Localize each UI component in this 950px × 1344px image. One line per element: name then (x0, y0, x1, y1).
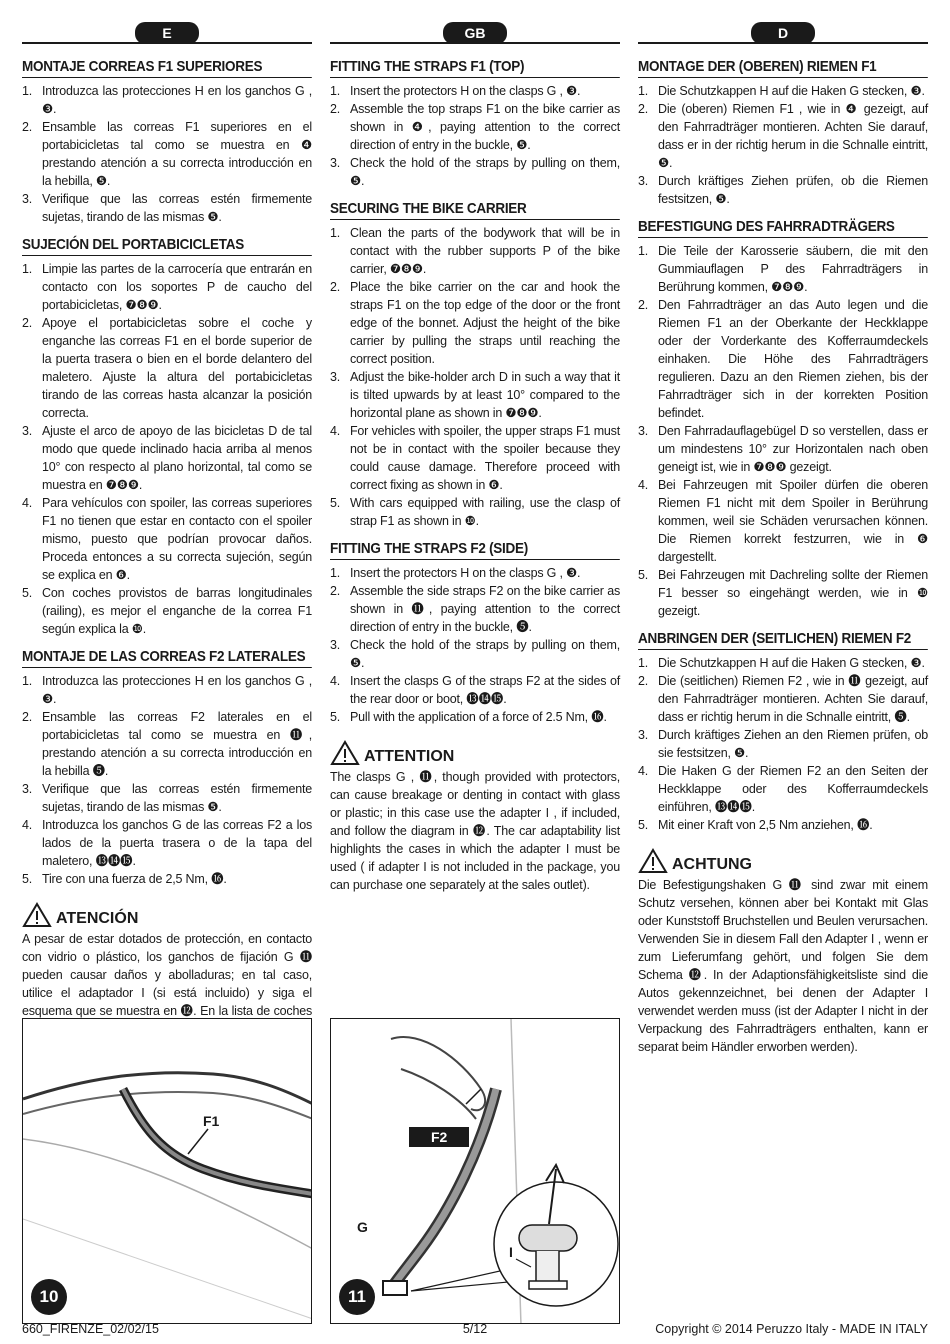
side-strap-clasp-illustration (331, 1019, 620, 1324)
figure-10 (22, 1018, 312, 1324)
step: 2. Den Fahrradträger an das Auto legen und die Riemen F1 an der Oberkante der Heckklappe oder der Vorderkante des Kofferraumdeckels einhaken. Die Höhe des Fahrradträgers regulieren. Dazu an den Riemen ziehen, bis der Fahrradträger sich in der korrekten Position befindet. (638, 298, 928, 420)
section-title: MONTAJE DE LAS CORREAS F2 LATERALES (22, 648, 312, 668)
step-text: Durch kräftiges Ziehen an den Riemen prüfen, ob sie festsitzen, ❺. (658, 728, 928, 760)
column-german (638, 22, 928, 1056)
step: 4. For vehicles with spoiler, the upper straps F1 must not be in contact with the spoiler because they could cause damage. Therefore proceed with correct fixing as shown in ❻. (330, 424, 620, 492)
section (330, 540, 620, 726)
step: 3. Adjust the bike-holder arch D in such a way that it is tilted upwards by at least 10° compared to the horizontal plane as shown in ❼❽❾. (330, 370, 620, 420)
warning-triangle-icon (330, 740, 360, 766)
attention-box (330, 740, 620, 894)
section (22, 58, 312, 226)
step-text: Introduzca las protecciones H en los ganchos G , ❸. (42, 84, 312, 116)
step: 4. Para vehículos con spoiler, las correas superiores F1 no tienen que estar en contacto con el spoiler mismo, puesto que podrían provocar daños. Proceda entonces a su correcta sujeción, según se explica en ❻. (22, 496, 312, 582)
step-text: Bei Fahrzeugen mit Dachreling sollte der Riemen F1 besser so eingehängt werden, wie in ❿ gezeigt. (658, 568, 928, 618)
attention-box (638, 848, 928, 1056)
step: 3. Check the hold of the straps by pulling on them, ❺. (330, 638, 620, 670)
language-header (638, 22, 928, 44)
step: 4. Die Haken G der Riemen F2 an den Seiten der Heckklappe oder des Kofferraumdeckels einführen, ⓭⓮⓯. (638, 764, 928, 814)
attention-title: ACHTUNG (672, 856, 752, 873)
step: 4. Bei Fahrzeugen mit Spoiler dürfen die oberen Riemen F1 nicht mit dem Spoiler in Berührung kommen, weil sie Schäden verursachen können. Die Riemen korrekt festzurren, wie in ❻ dargestellt. (638, 478, 928, 564)
step: 5. Bei Fahrzeugen mit Dachreling sollte der Riemen F1 besser so eingehängt werden, wie in ❿ gezeigt. (638, 568, 928, 618)
step: 2. Assemble the side straps F2 on the bike carrier as shown in ⓫, paying attention to the correct direction of entry in the buckle, ❺. (330, 584, 620, 634)
step-text: Die (seitlichen) Riemen F2 , wie in ⓫ gezeigt, auf den Fahrradträger montieren. Achten Sie darauf, dass er richtig herum in die Schnalle eintritt, ❺. (658, 674, 928, 724)
step-text: Verifique que las correas estén firmemente sujetas, tirando de las mismas ❺. (42, 192, 312, 224)
step-text: Durch kräftiges Ziehen prüfen, ob die Riemen festsitzen, ❺. (658, 174, 928, 206)
step: 2. Assemble the top straps F1 on the bike carrier as shown in ❹, paying attention to the correct direction of entry in the buckle, ❺. (330, 102, 620, 152)
step: 1. Die Teile der Karosserie säubern, die mit den Gummiauflagen P des Fahrradträgers in Berührung kommen, ❼❽❾. (638, 244, 928, 294)
step-text: Die Haken G der Riemen F2 an den Seiten der Heckklappe oder des Kofferraumdeckels einführen, ⓭⓮⓯. (658, 764, 928, 814)
step-text: Clean the parts of the bodywork that will be in contact with the rubber supports P of the bike carrier, ❼❽❾. (350, 226, 620, 276)
step: 1. Die Schutzkappen H auf die Haken G stecken, ❸. (638, 84, 925, 98)
page-number: 5/12 (462, 1322, 488, 1336)
step-text: Place the bike carrier on the car and hook the straps F1 on the top edge of the door or the front edge of the bonnet. Adjust the height of the bike carrier by pulling the straps until reaching the correct position. (350, 280, 620, 366)
figure-number: 11 (339, 1279, 375, 1315)
clasp-g-label: G (357, 1219, 368, 1235)
step: 5. Pull with the application of a force of 2.5 Nm, ⓰. (330, 710, 607, 724)
step-text: Limpie las partes de la carrocería que entrarán en contacto con los soportes P de caucho del portabicicletas, ❼❽❾. (42, 262, 312, 312)
figure-11 (330, 1018, 620, 1324)
step-text: Den Fahrradauflagebügel D so verstellen, dass er um mindestens 10° zur Horizontalen nach oben geneigt ist, wie in ❼❽❾ gezeigt. (658, 424, 928, 474)
attention-heading (330, 740, 620, 766)
section-title: MONTAJE CORREAS F1 SUPERIORES (22, 58, 312, 78)
step: 2. Place the bike carrier on the car and hook the straps F1 on the top edge of the door or the front edge of the bonnet. Adjust the height of the bike carrier by pulling the straps until reaching the correct position. (330, 280, 620, 366)
section-title: FITTING THE STRAPS F1 (TOP) (330, 58, 620, 78)
step: 5. Mit einer Kraft von 2,5 Nm anziehen, ⓰. (638, 818, 873, 832)
step: 3. Ajuste el arco de apoyo de las bicicletas D de tal modo que quede inclinado hacia arriba al menos 10° con respecto al plano horizontal, tal como se muestra en ❼❽❾. (22, 424, 312, 492)
section-title: MONTAGE DER (OBEREN) RIEMEN F1 (638, 58, 928, 78)
attention-heading (22, 902, 312, 928)
step: 1. Limpie las partes de la carrocería que entrarán en contacto con los soportes P de caucho del portabicicletas, ❼❽❾. (22, 262, 312, 312)
section (330, 58, 620, 190)
attention-text: A pesar de estar dotados de protección, en contacto con vidrio o plástico, los ganchos de fijación G ⓫ pueden causar daños y abolladuras; en tal caso, utilice el adaptador I (si está incluido) y siga el esquema que se muestra en ⓬. En la lista de coches (22, 932, 312, 1018)
column-english (330, 22, 620, 894)
step-text: Insert the protectors H on the clasps G , ❸. (350, 566, 581, 580)
strap-f2-label: F2 (409, 1127, 469, 1147)
step: 3. Den Fahrradauflagebügel D so verstellen, dass er um mindestens 10° zur Horizontalen nach oben geneigt ist, wie in ❼❽❾ gezeigt. (638, 424, 928, 474)
document-code: 660_FIRENZE_02/02/15 (22, 1322, 159, 1336)
figure-number: 10 (31, 1279, 67, 1315)
step-text: Check the hold of the straps by pulling on them, ❺. (350, 156, 620, 188)
section (22, 648, 312, 888)
step-text: For vehicles with spoiler, the upper straps F1 must not be in contact with the spoiler because they could cause damage. Therefore proceed with correct fixing as shown in ❻. (350, 424, 620, 492)
section (330, 200, 620, 530)
step: 3. Verifique que las correas estén firmemente sujetas, tirando de las mismas ❺. (22, 192, 312, 224)
step: 1. Clean the parts of the bodywork that will be in contact with the rubber supports P of the bike carrier, ❼❽❾. (330, 226, 620, 276)
language-header (330, 22, 620, 44)
step: 2. Die (oberen) Riemen F1 , wie in ❹ gezeigt, auf den Fahrradträger montieren. Achten Sie darauf, dass er in der richtig herum in die Schnalle eintritt, ❺. (638, 102, 928, 170)
section (22, 236, 312, 638)
step: 2. Apoye el portabicicletas sobre el coche y enganche las correas F1 en el borde superior de la puerta trasera o bien en el borde delantero del maletero. Ajuste la altura del portabicicletas tirando de las correas hasta alcanzar la posición correcta. (22, 316, 312, 420)
language-badge: GB (443, 22, 507, 44)
attention-title: ATENCIÓN (56, 910, 139, 927)
step-text: Bei Fahrzeugen mit Spoiler dürfen die oberen Riemen F1 nicht mit dem Spoiler in Berührung kommen, weil sie Schäden verursachen können. Die Riemen korrekt festzurren, wie in ❻ dargestellt. (658, 478, 928, 564)
warning-triangle-icon (22, 902, 52, 928)
step-text: Pull with the application of a force of 2.5 Nm, ⓰. (350, 710, 607, 724)
step-text: Tire con una fuerza de 2,5 Nm, ⓰. (42, 872, 227, 886)
step-text: Apoye el portabicicletas sobre el coche y enganche las correas F1 en el borde superior de la puerta trasera o bien en el borde delantero del maletero. Ajuste la altura del portabicicletas tirando de las correas hasta alcanzar la posición correcta. (42, 316, 312, 420)
step: 4. Insert the clasps G of the straps F2 at the sides of the rear door or boot, ⓭⓮⓯. (330, 674, 620, 706)
step-text: Assemble the side straps F2 on the bike carrier as shown in ⓫, paying attention to the correct direction of entry in the buckle, ❺. (350, 584, 620, 634)
step: 3. Durch kräftiges Ziehen prüfen, ob die Riemen festsitzen, ❺. (638, 174, 928, 206)
step: 2. Ensamble las correas F2 laterales en el portabicicletas tal como se muestra en ⓫, prestando atención a su correcta introducción en la hebilla ❺. (22, 710, 312, 778)
step-text: Introduzca las protecciones H en los ganchos G , ❸. (42, 674, 312, 706)
step-text: Check the hold of the straps by pulling on them, ❺. (350, 638, 620, 670)
step-text: Die (oberen) Riemen F1 , wie in ❹ gezeigt, auf den Fahrradträger montieren. Achten Sie darauf, dass er in der richtig herum in die Schnalle eintritt, ❺. (658, 102, 928, 170)
attention-heading (638, 848, 928, 874)
step-text: Ensamble las correas F1 superiores en el portabicicletas tal como se muestra en ❹ prestando atención a su correcta introducción en la hebilla, ❺. (42, 120, 312, 188)
step-text: Die Schutzkappen H auf die Haken G stecken, ❸. (658, 84, 925, 98)
section-title: BEFESTIGUNG DES FAHRRADTRÄGERS (638, 218, 928, 238)
step: 2. Ensamble las correas F1 superiores en el portabicicletas tal como se muestra en ❹ prestando atención a su correcta introducción en la hebilla, ❺. (22, 120, 312, 188)
step: 1. Introduzca las protecciones H en los ganchos G , ❸. (22, 674, 312, 706)
step-text: Introduzca los ganchos G de las correas F2 a los lados de la puerta trasera o de la tapa del maletero, ⓭⓮⓯. (42, 818, 312, 868)
step-text: Para vehículos con spoiler, las correas superiores F1 no tienen que estar en contacto con el spoiler mismo, puesto que podrían provocar daños. Proceda entonces a su correcta sujeción, según se explica en ❻. (42, 496, 312, 582)
section-title: ANBRINGEN DER (SEITLICHEN) RIEMEN F2 (638, 630, 928, 650)
step-text: Den Fahrradträger an das Auto legen und die Riemen F1 an der Oberkante der Heckklappe oder der Vorderkante des Kofferraumdeckels einhaken. Die Höhe des Fahrradträgers regulieren. Dazu an den Riemen ziehen, bis der Fahrradträger sich in der korrekten Position befindet. (658, 298, 928, 420)
step-text: Insert the clasps G of the straps F2 at the sides of the rear door or boot, ⓭⓮⓯. (350, 674, 620, 706)
adapter-i-label: I (509, 1244, 513, 1260)
attention-text: Die Befestigungshaken G ⓫ sind zwar mit einem Schutz versehen, können aber bei Kontakt mit Glas oder Kunststoff Bruchstellen und Beulen verursachen. Verwenden Sie in diesem Fall den Adapter I , wenn er zum Lieferumfang gehört, und folgen Sie dem Schema ⓬. In der Adaptionsfähigkeitsliste sind die Autos gekennzeichnet, bei denen der Adapter I verwendet werden muss (ist der Adapter I nicht in der Verpackung des Fahrradträgers enthalten, kann er separat beim Händler erworben werden). (638, 878, 928, 1054)
step: 3. Durch kräftiges Ziehen an den Riemen prüfen, ob sie festsitzen, ❺. (638, 728, 928, 760)
step: 4. Introduzca los ganchos G de las correas F2 a los lados de la puerta trasera o de la tapa del maletero, ⓭⓮⓯. (22, 818, 312, 868)
attention-text: The clasps G , ⓫, though provided with protectors, can cause breakage or denting in contact with glass or plastic; in this case use the adapter I , if included, and follow the diagram in ⓬. The car adaptability list highlights the cases in which the adapter I must be used ( if adapter I is not included in the package, you can purchase one separately at the sales outlet). (330, 770, 620, 892)
section-title: SECURING THE BIKE CARRIER (330, 200, 620, 220)
warning-triangle-icon (638, 848, 668, 874)
step-text: Die Teile der Karosserie säubern, die mit den Gummiauflagen P des Fahrradträgers in Berührung kommen, ❼❽❾. (658, 244, 928, 294)
step: 5. Tire con una fuerza de 2,5 Nm, ⓰. (22, 872, 227, 886)
step-text: Verifique que las correas estén firmemente sujetas, tirando de las mismas ❺. (42, 782, 312, 814)
step: 3. Check the hold of the straps by pulling on them, ❺. (330, 156, 620, 188)
step-text: Die Schutzkappen H auf die Haken G stecken, ❸. (658, 656, 925, 670)
step-text: Insert the protectors H on the clasps G , ❸. (350, 84, 581, 98)
section-title: SUJECIÓN DEL PORTABICICLETAS (22, 236, 312, 256)
step-text: With cars equipped with railing, use the clasp of strap F1 as shown in ❿. (350, 496, 620, 528)
roof-rail-strap-illustration (23, 1019, 312, 1324)
language-badge: E (135, 22, 199, 44)
step-text: Adjust the bike-holder arch D in such a way that it is tilted upwards by at least 10° compared to the horizontal plane as shown in ❼❽❾. (350, 370, 620, 420)
step-text: Ajuste el arco de apoyo de las bicicletas D de tal modo que quede inclinado hacia arriba al menos 10° con respecto al plano horizontal, tal como se muestra en ❼❽❾. (42, 424, 312, 492)
page-footer (22, 1322, 928, 1340)
language-header (22, 22, 312, 44)
step: 1. Insert the protectors H on the clasps G , ❸. (330, 566, 581, 580)
column-spanish (22, 22, 312, 1092)
section-title: FITTING THE STRAPS F2 (SIDE) (330, 540, 620, 560)
strap-f1-label: F1 (203, 1113, 220, 1129)
step: 1. Insert the protectors H on the clasps G , ❸. (330, 84, 581, 98)
step-text: Con coches provistos de barras longitudinales (railing), es mejor el enganche de la correa F1 según explica la ❿. (42, 586, 312, 636)
step: 1. Die Schutzkappen H auf die Haken G stecken, ❸. (638, 656, 925, 670)
step-text: Assemble the top straps F1 on the bike carrier as shown in ❹, paying attention to the correct direction of entry in the buckle, ❺. (350, 102, 620, 152)
attention-title: ATTENTION (364, 748, 455, 765)
copyright: Copyright © 2014 Peruzzo Italy - MADE IN ITALY (655, 1322, 928, 1336)
step: 5. With cars equipped with railing, use the clasp of strap F1 as shown in ❿. (330, 496, 620, 528)
language-badge: D (751, 22, 815, 44)
step: 1. Introduzca las protecciones H en los ganchos G , ❸. (22, 84, 312, 116)
step: 3. Verifique que las correas estén firmemente sujetas, tirando de las mismas ❺. (22, 782, 312, 814)
step-text: Ensamble las correas F2 laterales en el portabicicletas tal como se muestra en ⓫, prestando atención a su correcta introducción en la hebilla ❺. (42, 710, 312, 778)
step: 2. Die (seitlichen) Riemen F2 , wie in ⓫ gezeigt, auf den Fahrradträger montieren. Achten Sie darauf, dass er richtig herum in die Schnalle eintritt, ❺. (638, 674, 928, 724)
section (638, 58, 928, 208)
step-text: Mit einer Kraft von 2,5 Nm anziehen, ⓰. (658, 818, 873, 832)
section (638, 218, 928, 620)
step: 5. Con coches provistos de barras longitudinales (railing), es mejor el enganche de la correa F1 según explica la ❿. (22, 586, 312, 636)
section (638, 630, 928, 834)
